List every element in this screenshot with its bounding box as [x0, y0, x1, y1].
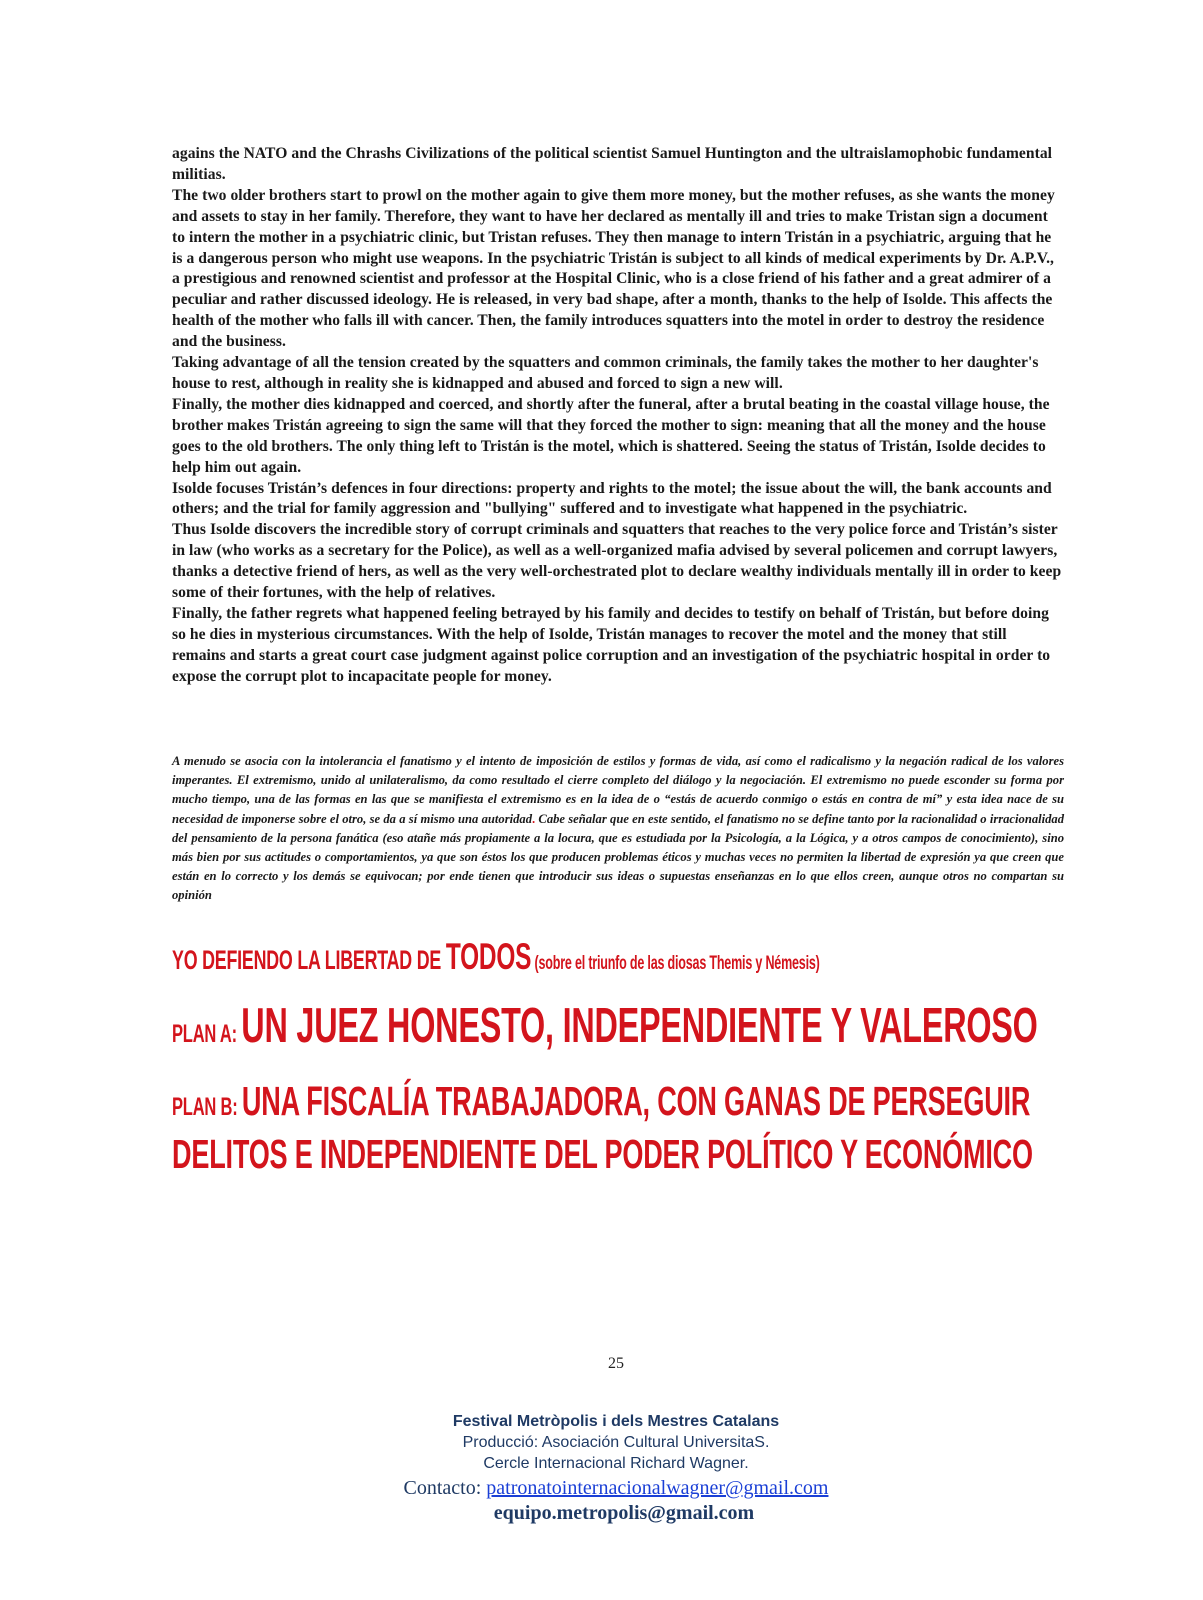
fanaticism-quote — [172, 752, 1064, 906]
red-dot: . — [532, 811, 536, 826]
paragraph: The two older brothers start to prowl on the mother again to give them more money, but the mother refuses, as she wants the money and assets to stay in her family. Therefore, they want to have her declared as mentally ill and tries to make Tristan sign a document to intern the mother in a psychiatric clinic, but Tristan refuses. They then manage to intern Tristán in a psychiatric, arguing that he is a dangerous person who might use weapons. In the psychiatric Tristán is subject to all kinds of medical experiments by Dr. A.P.V., a prestigious and renowned scientist and professor at the Hospital Clinic, who is a close friend of his father and a great admirer of a peculiar and rather discussed ideology. He is released, in very bad shape, after a month, thanks to the help of Isolde. This affects the health of the mother who falls ill with cancer. Then, the family introduces squatters into the motel in order to destroy the residence and the business. — [172, 186, 1055, 351]
production-line: Producció: Asociación Cultural UniversitaS. — [462, 1434, 770, 1451]
quote-part-2: Cabe señalar que en este sentido, el fanatismo no se define tanto por la racionalidad o irracionalidad del pensamiento de la persona fanática (eso atañe más propiamente a la locura, que es estudiada por la Psicología, a la Lógica, y a otros campos de conocimiento), sino más bien por sus actitudes o comportamientos, ya que son éstos los que producen problemas éticos y muchas veces no permiten la libertad de expresión ya que creen que están en lo correcto y los demás se equivocan; por ende tienen que introducir sus ideas o supuestas enseñanzas en lo que ellos creen, aunque otros no compartan su opinión — [172, 811, 1065, 903]
headline-main: YO DEFIENDO LA LIBERTAD DE — [172, 945, 446, 975]
paragraph: agains the NATO and the Chrashs Civilizations of the political scientist Samuel Huntington and the ultraislamophobic fundamental militias. — [172, 145, 1053, 183]
page-number: 25 — [608, 1355, 624, 1372]
contact-email-link[interactable]: patronatointernacionalwagner@gmail.com — [486, 1477, 829, 1499]
freedom-headline — [172, 936, 820, 978]
headline-todos: TODOS — [445, 936, 532, 977]
plan-a-text: UN JUEZ HONESTO, INDEPENDIENTE Y VALEROSO — [241, 999, 1038, 1053]
story-text — [172, 144, 1062, 688]
plan-b-line-1: UNA FISCALÍA TRABAJADORA, CON GANAS DE PERSEGUIR — [241, 1078, 1031, 1124]
paragraph: Taking advantage of all the tension created by the squatters and common criminals, the family takes the mother to her daughter's house to rest, although in reality she is kidnapped and abused and forced to sign a new will. — [172, 354, 1039, 392]
cercle-line: Cercle Internacional Richard Wagner. — [483, 1455, 749, 1472]
festival-name: Festival Metròpolis i dels Mestres Catalans — [452, 1413, 780, 1430]
paragraph: Finally, the mother dies kidnapped and coerced, and shortly after the funeral, after a brutal beating in the coastal village house, the brother makes Tristán agreeing to sign the same will that they forced the mother to sign: meaning that all the money and the house goes to the old brothers. The only thing left to Tristán is the motel, which is shattered. Seeing the status of Tristán, Isolde decides to help him out again. — [172, 395, 1050, 476]
contact-label: Contacto: — [403, 1477, 487, 1499]
headline-subtitle: (sobre el triunfo de las diosas Themis y Némesis) — [531, 953, 820, 974]
paragraph: Thus Isolde discovers the incredible story of corrupt criminals and squatters that reaches to the very police force and Tristán’s sister in law (who works as a secretary for the Police), as well as a well-organized mafia advised by several policemen and corrupt lawyers, thanks a detective friend of hers, as well as the very well-orchestrated plot to declare wealthy individuals mentally ill in order to keep some of their fortunes, with the help of relatives. — [172, 521, 1062, 602]
footer — [0, 1411, 1203, 1526]
quote-part-1: A menudo se asocia con la intolerancia el fanatismo y el intento de imposición de estilos y formas de vida, así como el radicalismo y la negación radical de los valores imperantes. El extremismo, unido al unilateralismo, da como resultado el cierre completo del diálogo y la negociación. El extremismo no puede esconder su forma por mucho tiempo, una de las formas en las que se manifiesta el extremismo es en la idea de o “estás de acuerdo conmigo o estás en contra de mí” y esta idea nace de su necesidad de imponerse sobre el otro, se da a sí mismo una autoridad — [172, 754, 1064, 826]
plan-a-prefix: PLAN A: — [172, 1020, 242, 1048]
secondary-email: equipo.metropolis@gmail.com — [493, 1502, 755, 1524]
plan-a-headline — [172, 999, 1038, 1060]
paragraph: Finally, the father regrets what happened feeling betrayed by his family and decides to testify on behalf of Tristán, but before doing so he dies in mysterious circumstances. With the help of Isolde, Tristán manages to recover the motel and the money that still remains and starts a great court case judgment against police corruption and an investigation of the psychiatric hospital in order to expose the corrupt plot to incapacitate people for money. — [172, 604, 1051, 685]
plan-b-headline — [172, 1078, 1033, 1178]
plan-b-line-2: DELITOS E INDEPENDIENTE DEL PODER POLÍTICO Y ECONÓMICO — [172, 1131, 1033, 1177]
contact-line — [0, 1476, 1203, 1501]
paragraph: Isolde focuses Tristán’s defences in four directions: property and rights to the motel; the issue about the will, the bank accounts and others; and the trial for family aggression and "bullying" suffered and to investigate what happened in the psychiatric. — [172, 479, 1052, 518]
plan-b-prefix: PLAN B: — [172, 1093, 242, 1121]
